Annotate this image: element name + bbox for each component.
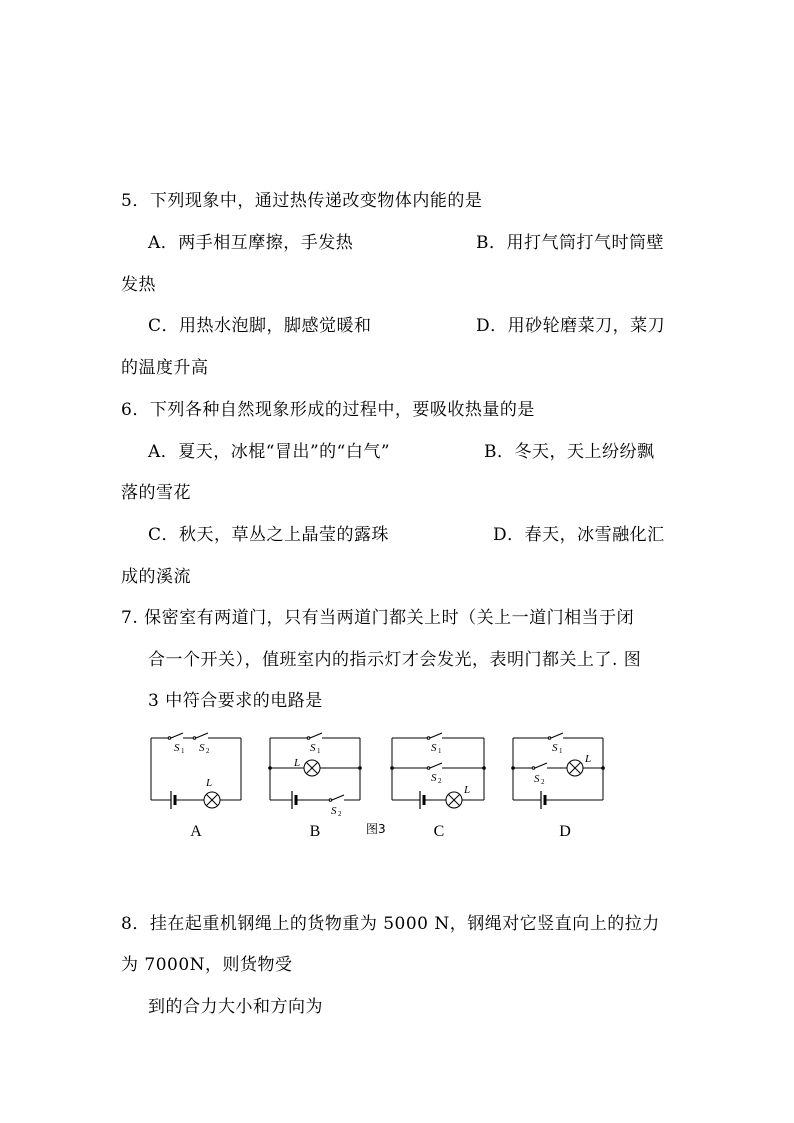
q6-option-d: D．春天，冰雪融化汇 xyxy=(493,525,665,545)
switch-s1-subscript: 1 xyxy=(438,747,442,755)
q6-option-b: B．冬天，天上纷纷飘 xyxy=(484,442,655,462)
figure-caption: 图3 xyxy=(366,822,386,836)
q5-stem: 5．下列现象中，通过热传递改变物体内能的是 xyxy=(121,191,483,211)
q5-option-d-continued: 的温度升高 xyxy=(121,358,209,378)
switch-s1-label: S xyxy=(552,742,558,754)
circuit-d-option-label: D xyxy=(559,823,571,840)
switch-s2-subscript: 2 xyxy=(541,778,545,786)
q7-stem-line2: 合一个开关），值班室内的指示灯才会发光，表明门都关上了. 图 xyxy=(148,650,642,670)
switch-s2-subscript: 2 xyxy=(338,810,342,818)
circuit-c-option-label: C xyxy=(433,823,445,840)
q5-option-d: D．用砂轮磨菜刀，菜刀 xyxy=(476,316,666,336)
circuit-a-option-label: A xyxy=(190,823,202,840)
circuit-b-option-label: B xyxy=(309,823,321,840)
q6-stem: 6．下列各种自然现象形成的过程中，要吸收热量的是 xyxy=(121,400,535,420)
switch-s2-subscript: 2 xyxy=(206,747,210,755)
switch-s2-label: S xyxy=(199,742,205,754)
q5-option-b-continued: 发热 xyxy=(121,275,156,295)
switch-s2-label: S xyxy=(431,772,437,784)
switch-s1-subscript: 1 xyxy=(181,747,185,755)
q8-stem-line1: 8．挂在起重机钢绳上的货物重为 5000 N，钢绳对它竖直向上的拉力 xyxy=(121,914,660,934)
switch-s2-subscript: 2 xyxy=(438,777,442,785)
q5-option-c: C．用热水泡脚，脚感觉暖和 xyxy=(148,316,372,336)
q5-option-a: A．两手相互摩擦，手发热 xyxy=(148,233,354,253)
switch-s1-subscript: 1 xyxy=(317,747,321,755)
circuit-a xyxy=(146,728,246,808)
q8-stem-line3: 到的合力大小和方向为 xyxy=(148,997,323,1017)
q7-stem-line1: 7. 保密室有两道门，只有当两道门都关上时（关上一道门相当于闭 xyxy=(121,608,635,628)
lamp-label: L xyxy=(585,753,592,765)
switch-s2-label: S xyxy=(331,805,337,817)
q6-option-a: A．夏天，冰棍“冒出”的“白气” xyxy=(148,442,391,462)
switch-s1-label: S xyxy=(174,742,180,754)
circuit-d xyxy=(508,728,612,808)
circuit-c xyxy=(387,728,491,808)
lamp-label: L xyxy=(206,777,213,789)
q6-option-d-continued: 成的溪流 xyxy=(121,567,191,587)
q5-option-b: B．用打气筒打气时筒壁 xyxy=(476,233,664,253)
q7-stem-line3: 3 中符合要求的电路是 xyxy=(148,691,323,711)
q6-option-b-continued: 落的雪花 xyxy=(121,483,191,503)
circuit-b xyxy=(265,728,369,818)
switch-s1-label: S xyxy=(431,742,437,754)
switch-s2-label: S xyxy=(534,773,540,785)
lamp-label: L xyxy=(464,784,471,796)
q6-option-c: C．秋天，草丛之上晶莹的露珠 xyxy=(148,525,390,545)
lamp-label: L xyxy=(294,757,301,769)
q8-stem-line2: 为 7000N，则货物受 xyxy=(121,955,293,975)
switch-s1-subscript: 1 xyxy=(559,747,563,755)
switch-s1-label: S xyxy=(310,742,316,754)
